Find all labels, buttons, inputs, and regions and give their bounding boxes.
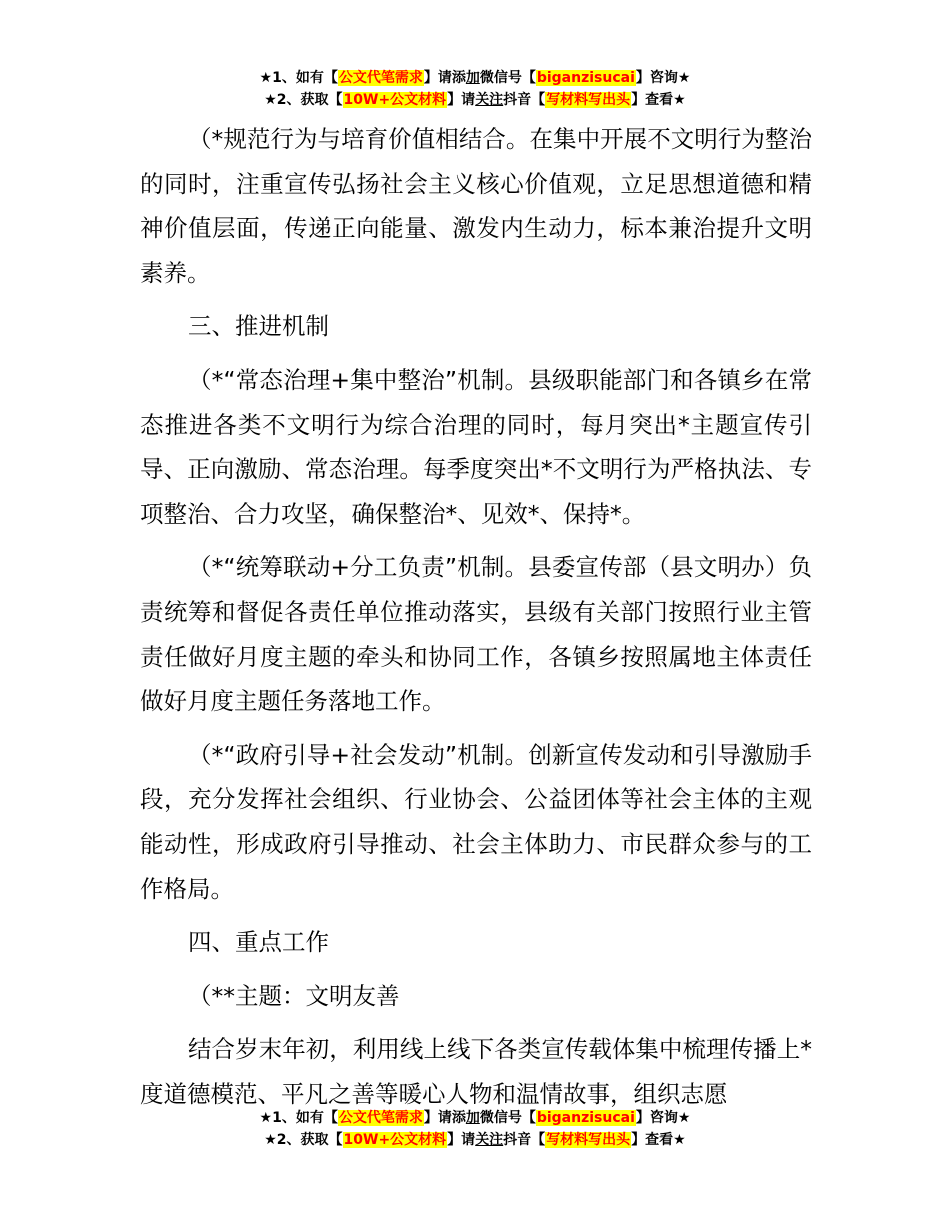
banner-highlight: biganzisucai — [536, 70, 635, 86]
banner-text: ★2、获取【 — [264, 1132, 343, 1148]
header-banner — [0, 67, 950, 111]
banner-line-1 — [0, 1107, 950, 1129]
banner-text: 】咨询★ — [635, 70, 691, 86]
banner-text: 微信号【 — [479, 1110, 536, 1126]
banner-line-2 — [0, 1129, 950, 1151]
paragraph: （*规范行为与培育价值相结合。在集中开展不文明行为整治的同时，注重宣传弘扬社会主义核心价值观，立足思想道德和精神价值层面，传递正向能量、激发内生动力，标本兼治提升文明素养。 — [140, 125, 812, 287]
banner-text: 抖音【 — [503, 92, 546, 108]
footer-banner — [0, 1107, 950, 1151]
banner-text: 】咨询★ — [635, 1110, 691, 1126]
banner-line-2 — [0, 89, 950, 111]
banner-text: 关注 — [475, 1132, 504, 1148]
section-heading: 四、重点工作 — [188, 928, 329, 957]
paragraph: 结合岁末年初，利用线上线下各类宣传载体集中梳理传播上*度道德模范、平凡之善等暖心人物和温情故事，组织志愿 — [140, 1035, 812, 1108]
banner-text: ★1、如有【 — [259, 70, 338, 86]
banner-text: 关注 — [475, 92, 504, 108]
banner-text: 加 — [465, 1110, 480, 1126]
banner-highlight: 10W+公文材料 — [343, 92, 447, 108]
banner-text: 微信号【 — [479, 70, 536, 86]
paragraph: （**主题：文明友善 — [188, 981, 400, 1010]
banner-text: 加 — [465, 70, 480, 86]
banner-text: 】请 — [447, 92, 476, 108]
banner-text: 】请添 — [423, 70, 466, 86]
banner-text: ★2、获取【 — [264, 92, 343, 108]
banner-text: ★1、如有【 — [259, 1110, 338, 1126]
banner-highlight: 10W+公文材料 — [343, 1132, 447, 1148]
banner-highlight: 写材料写出头 — [546, 1132, 631, 1148]
document-body — [140, 117, 812, 1125]
section-heading: 三、推进机制 — [188, 312, 329, 341]
banner-highlight: 公文代笔需求 — [338, 1110, 423, 1126]
paragraph: （*“统筹联动+分工负责”机制。县委宣传部（县文明办）负责统筹和督促各责任单位推动落实，县级有关部门按照行业主管责任做好月度主题的牵头和协同工作，各镇乡按照属地主体责任做好月度主题任务落地工作。 — [140, 553, 812, 716]
banner-highlight: biganzisucai — [536, 1110, 635, 1126]
banner-line-1 — [0, 67, 950, 89]
banner-highlight: 公文代笔需求 — [338, 70, 423, 86]
banner-text: 】查看★ — [631, 92, 686, 108]
banner-text: 】查看★ — [631, 1132, 686, 1148]
banner-text: 】请 — [447, 1132, 476, 1148]
banner-text: 抖音【 — [503, 1132, 546, 1148]
banner-highlight: 写材料写出头 — [546, 92, 631, 108]
paragraph: （*“常态治理+集中整治”机制。县级职能部门和各镇乡在常态推进各类不文明行为综合治理的同时，每月突出*主题宣传引导、正向激励、常态治理。每季度突出*不文明行为严格执法、专项整治、合力攻坚，确保整治*、见效*、保持*。 — [140, 365, 812, 528]
paragraph: （*“政府引导+社会发动”机制。创新宣传发动和引导激励手段，充分发挥社会组织、行业协会、公益团体等社会主体的主观能动性，形成政府引导推动、社会主体助力、市民群众参与的工作格局。 — [140, 740, 812, 903]
banner-text: 】请添 — [423, 1110, 466, 1126]
